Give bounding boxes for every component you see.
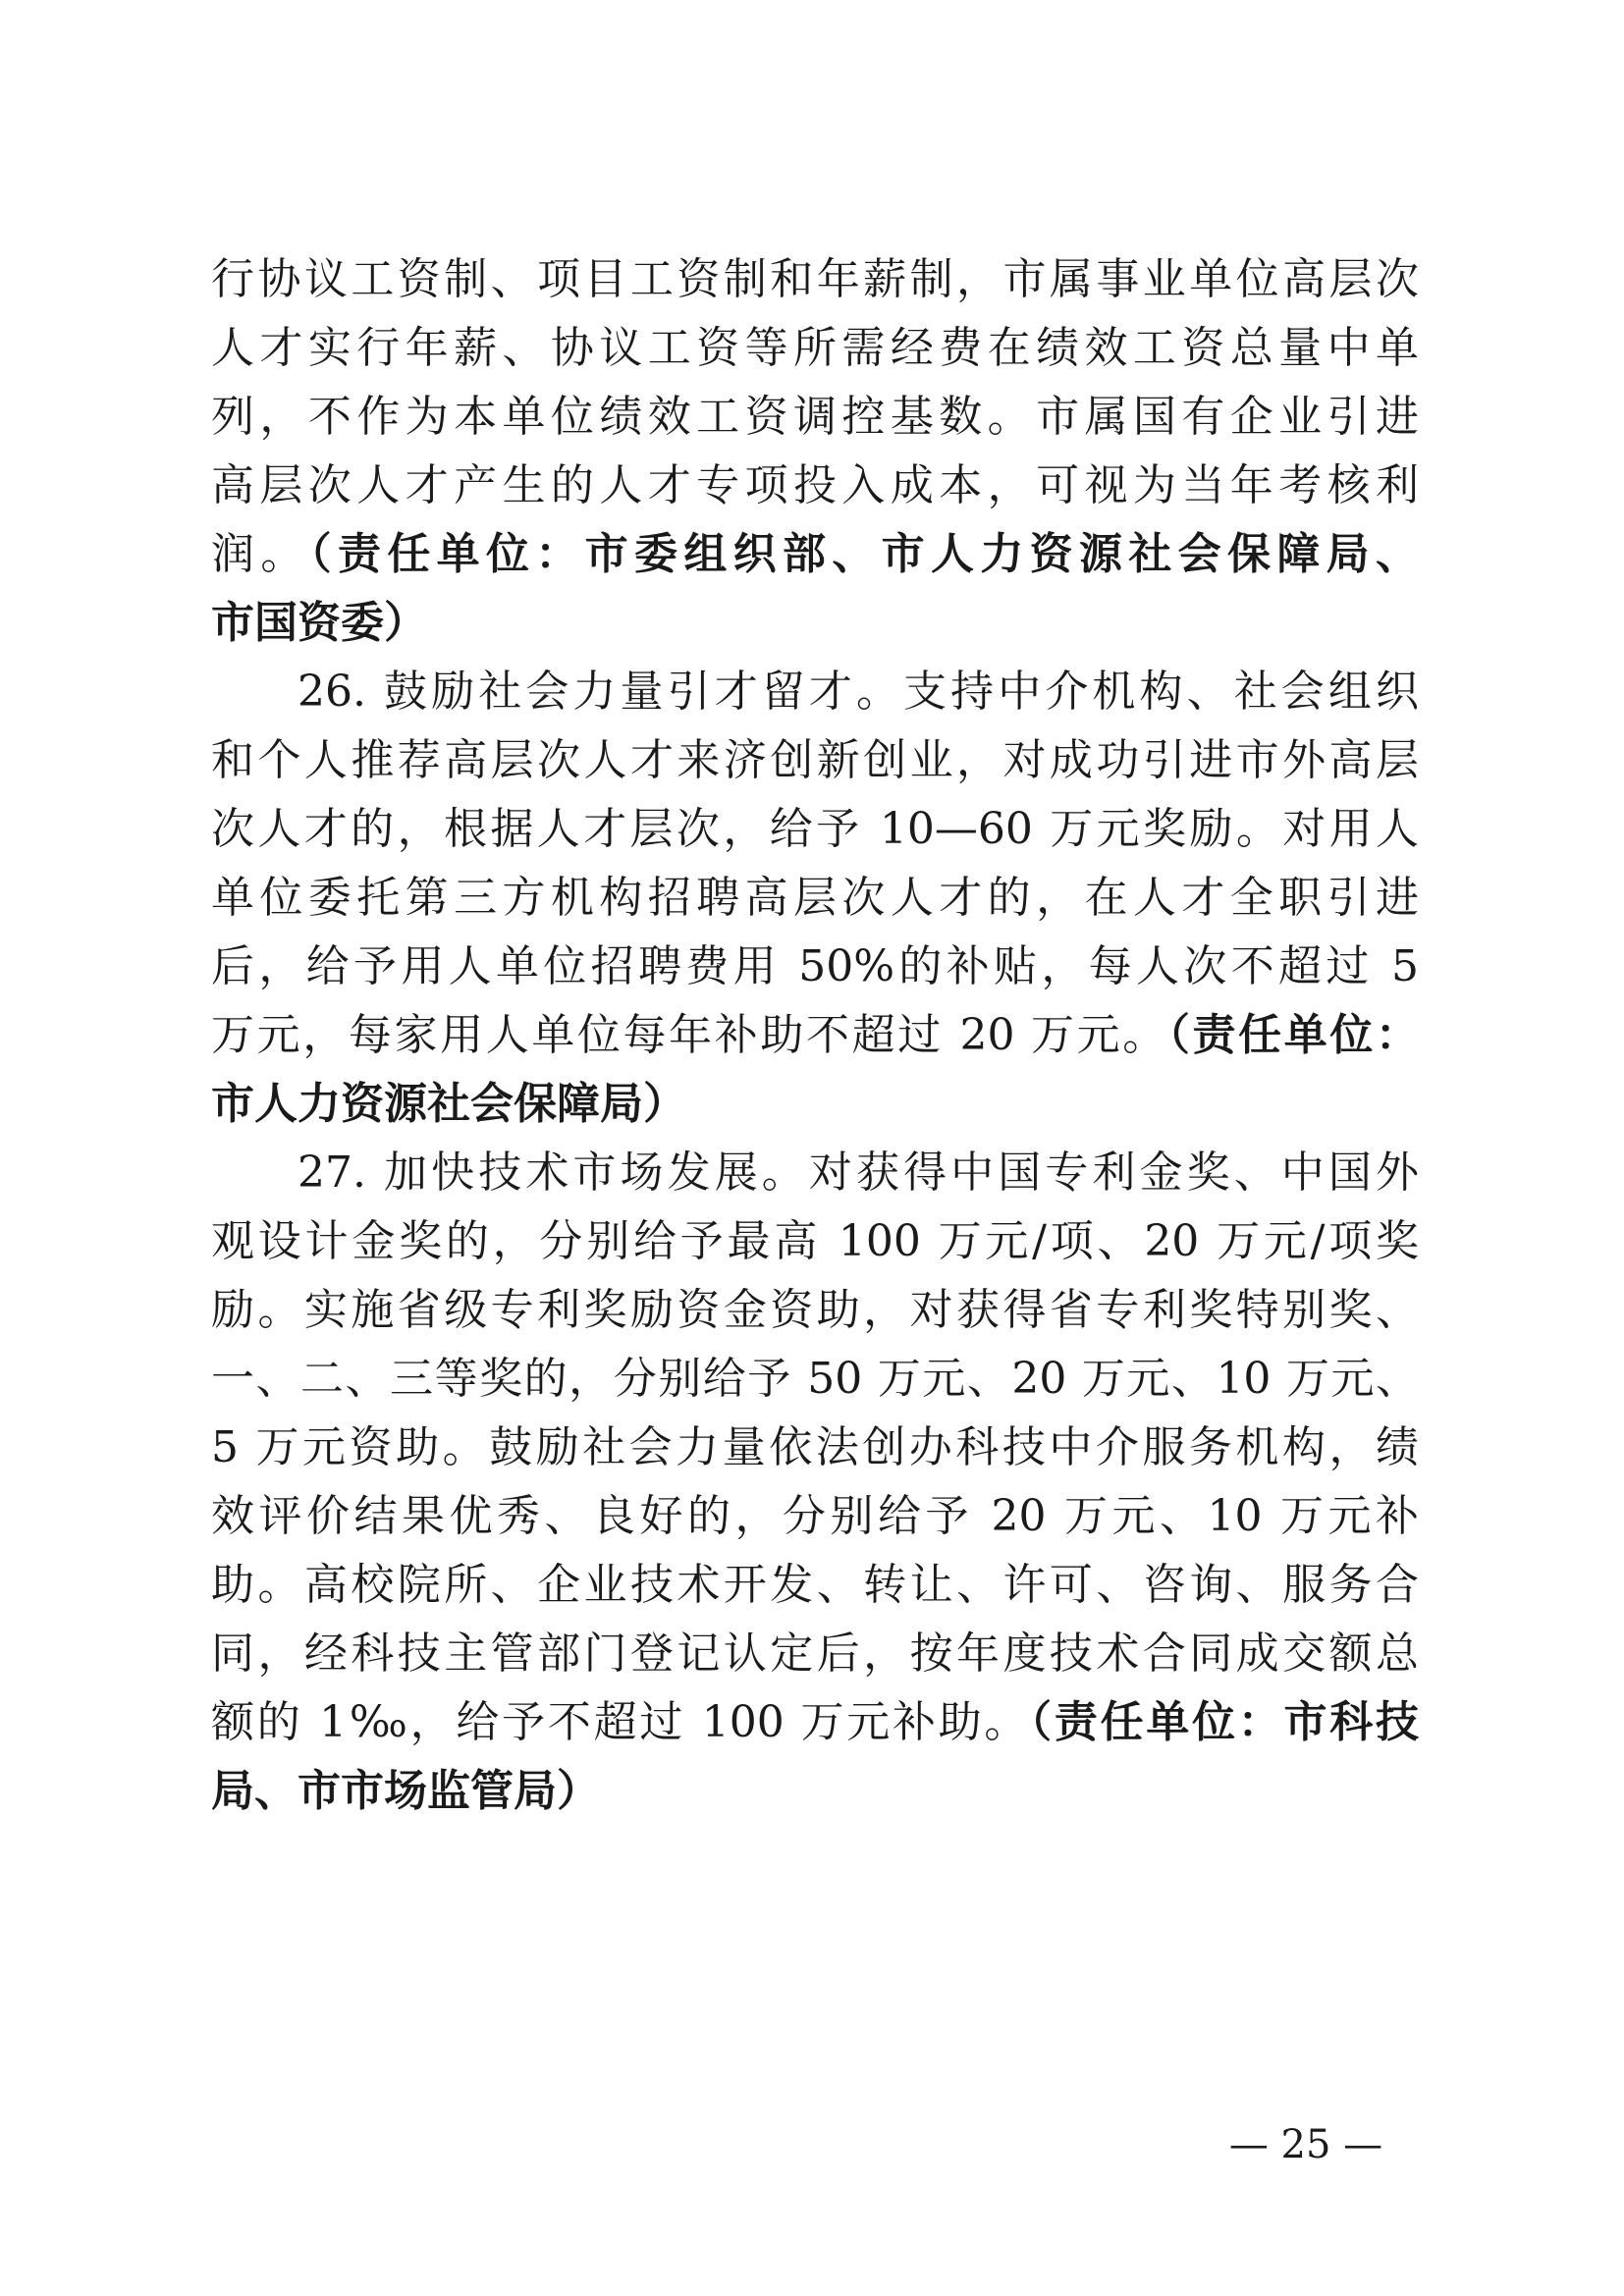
line-text: 列，不作为本单位绩效工资调控基数。市属国有企业引进 [211, 392, 1419, 442]
line-text: 额的 1‰，给予不超过 100 万元补助。 [211, 1697, 1031, 1747]
text-line [211, 314, 1419, 383]
line-text: 行协议工资制、项目工资制和年薪制，市属事业单位高层次 [211, 254, 1419, 304]
text-line [211, 245, 1419, 314]
line-text: 润。 [211, 529, 310, 579]
text-line [211, 864, 1419, 933]
text-line [211, 1276, 1419, 1345]
text-line [211, 1207, 1419, 1276]
text-line [211, 1688, 1419, 1757]
line-text: 人才实行年薪、协议工资等所需经费在绩效工资总量中单 [211, 323, 1419, 373]
text-line [211, 1001, 1419, 1070]
line-text: 27. 加快技术市场发展。对获得中国专利金奖、中国外 [298, 1148, 1419, 1198]
line-text: 高层次人才产生的人才专项投入成本，可视为当年考核利 [211, 460, 1419, 510]
text-line [211, 383, 1419, 452]
line-text: 26. 鼓励社会力量引才留才。支持中介机构、社会组织 [298, 667, 1419, 717]
page-number: — 25 — [1228, 2122, 1383, 2167]
line-text: 一、二、三等奖的，分别给予 50 万元、20 万元、10 万元、 [211, 1354, 1419, 1404]
text-line [211, 1345, 1419, 1414]
text-line [211, 1551, 1419, 1620]
text-line [211, 520, 1419, 589]
line-text: 效评价结果优秀、良好的，分别给予 20 万元、10 万元补 [211, 1491, 1419, 1541]
responsible-units-text: 局、市市场监管局） [211, 1766, 600, 1816]
line-text: 后，给予用人单位招聘费用 50%的补贴，每人次不超过 5 [211, 941, 1419, 991]
text-line [211, 1482, 1419, 1551]
responsible-units-text: （责任单位： [1167, 1010, 1420, 1060]
text-line [211, 452, 1419, 520]
paragraph-26 [211, 658, 1419, 1139]
paragraph-25-continuation [211, 245, 1419, 658]
responsible-units-text: （责任单位：市科技 [1030, 1697, 1419, 1747]
line-text: 次人才的，根据人才层次，给予 10—60 万元奖励。对用人 [211, 804, 1419, 854]
line-text: 励。实施省级专利奖励资金资助，对获得省专利奖特别奖、 [211, 1285, 1419, 1335]
text-line [211, 1620, 1419, 1688]
line-text: 助。高校院所、企业技术开发、转让、许可、咨询、服务合 [211, 1560, 1419, 1610]
line-text: 万元，每家用人单位每年补助不超过 20 万元。 [211, 1010, 1168, 1060]
responsible-units-text: 市国资委） [211, 598, 427, 648]
line-text: 和个人推荐高层次人才来济创新创业，对成功引进市外高层 [211, 735, 1419, 785]
text-line [211, 1757, 1419, 1826]
text-line [211, 1414, 1419, 1482]
responsible-units-text: 市人力资源社会保障局） [211, 1079, 686, 1129]
line-text: 5 万元资助。鼓励社会力量依法创办科技中介服务机构，绩 [211, 1422, 1419, 1472]
paragraph-27 [211, 1139, 1419, 1826]
document-body [211, 245, 1419, 1826]
text-line [211, 1070, 1419, 1139]
line-text: 观设计金奖的，分别给予最高 100 万元/项、20 万元/项奖 [211, 1216, 1419, 1266]
text-line [211, 658, 1419, 726]
text-line [211, 589, 1419, 658]
text-line [211, 726, 1419, 795]
text-line [211, 933, 1419, 1001]
line-text: 单位委托第三方机构招聘高层次人才的，在人才全职引进 [211, 873, 1419, 923]
responsible-units-text: （责任单位：市委组织部、市人力资源社会保障局、 [309, 529, 1420, 579]
line-text: 同，经科技主管部门登记认定后，按年度技术合同成交额总 [211, 1629, 1419, 1679]
text-line [211, 795, 1419, 864]
text-line [211, 1139, 1419, 1207]
